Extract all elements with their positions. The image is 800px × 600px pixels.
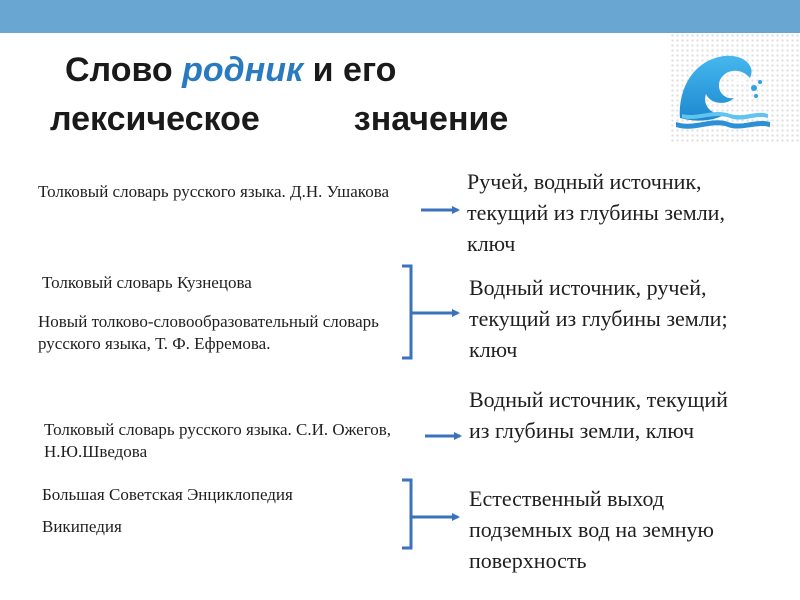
source-kuznetsov: Толковый словарь Кузнецова	[42, 273, 252, 292]
source-wikipedia: Википедия	[42, 517, 122, 536]
source-bse: Большая Советская Энциклопедия	[42, 485, 293, 504]
meaning-3: Водный источник, текущий из глубины земли, ключ	[469, 387, 728, 443]
source-efremova: Новый толково-словообразовательный словарь русского языка, Т. Ф. Ефремова.	[38, 312, 379, 353]
bracket-2	[402, 266, 411, 358]
title-word-slovo: Слово	[65, 51, 183, 89]
meaning-2: Водный источник, ручей, текущий из глубины земли; ключ	[469, 275, 728, 362]
source-ushakov: Толковый словарь русского языка. Д.Н. Ушакова	[38, 182, 390, 201]
meaning-4: Естественный выход подземных вод на земную поверхность	[469, 486, 714, 573]
source-ozhegov: Толковый словарь русского языка. С.И. Ожегов, Н.Ю.Шведова	[44, 420, 392, 461]
title-accent-word: родник	[182, 51, 304, 89]
bracket-4	[402, 480, 411, 548]
title-word-i-ego: и его	[303, 51, 397, 89]
title-word-lexical: лексическое	[50, 100, 260, 138]
title-word-meaning: значение	[353, 100, 509, 138]
meaning-1: Ручей, водный источник, текущий из глубины земли, ключ	[467, 169, 725, 256]
